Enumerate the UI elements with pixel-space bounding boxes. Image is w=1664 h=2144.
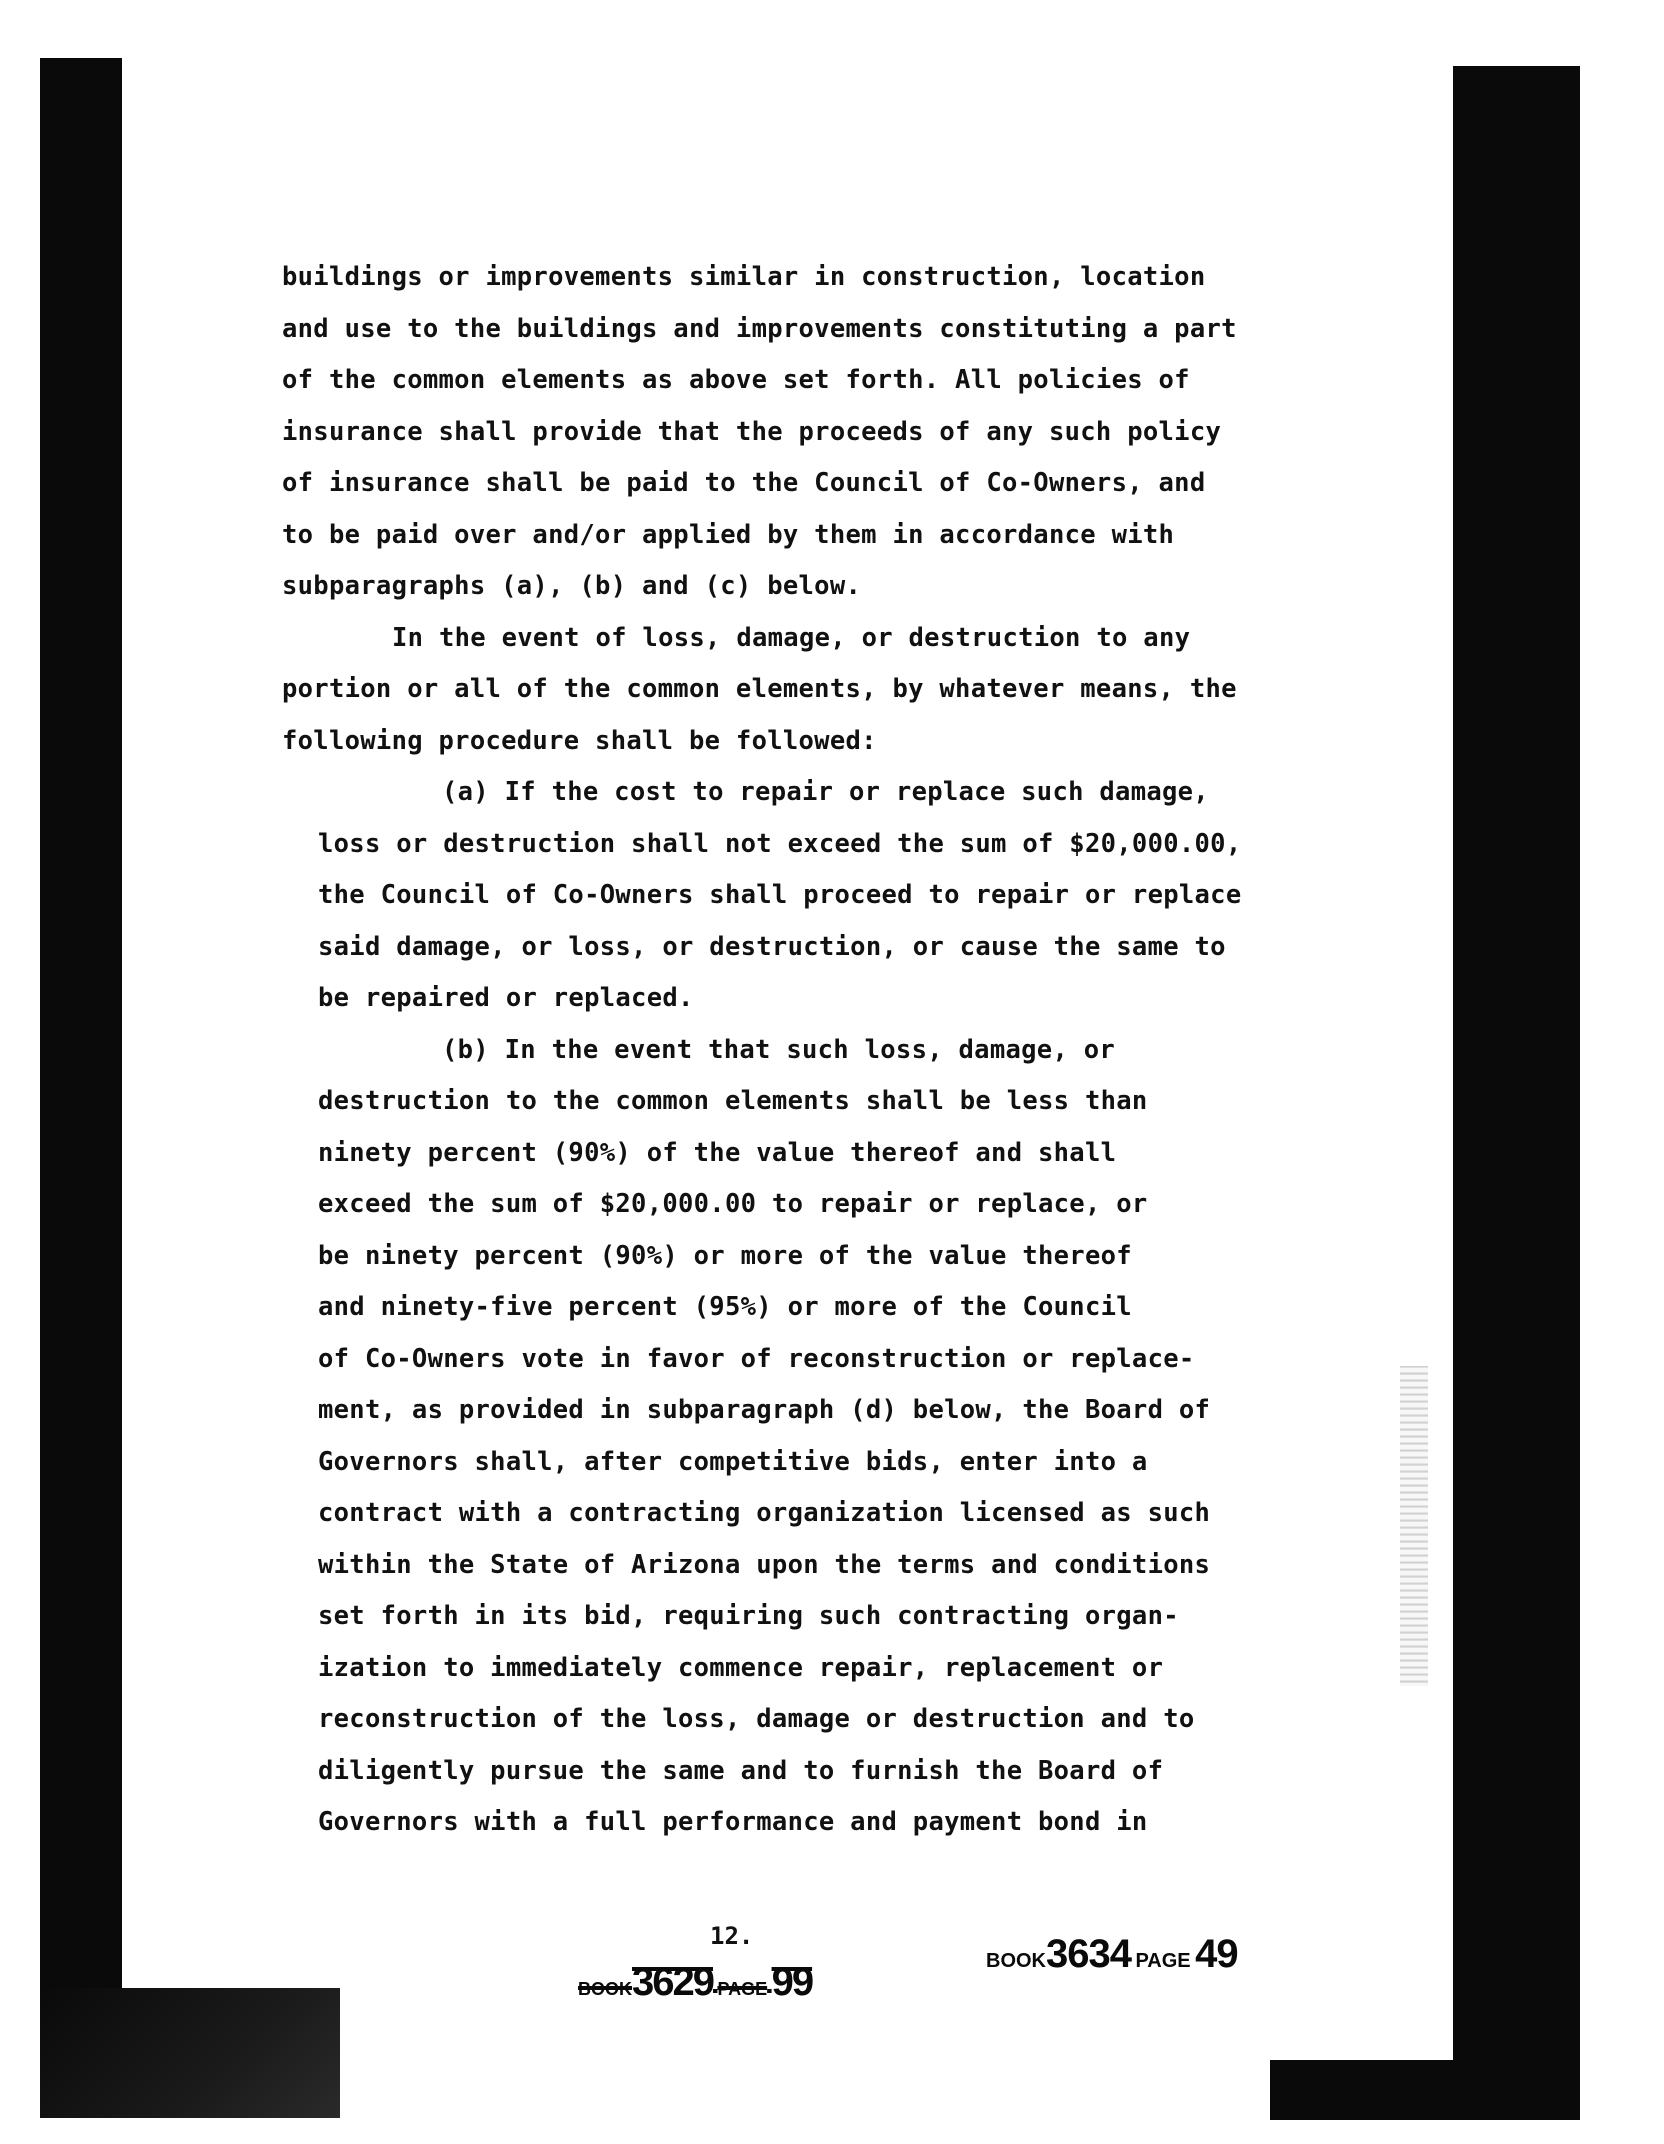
scan-speckle [1400, 1366, 1428, 1686]
paragraph [282, 1025, 1262, 1849]
text-line: be ninety percent (90%) or more of the value thereof [318, 1240, 1132, 1271]
text-line: subparagraphs (a), (b) and (c) below. [282, 571, 862, 601]
paragraph [282, 613, 1262, 768]
struck-book-page-stamp [578, 1960, 812, 2005]
text-line: to be paid over and/or applied by them in accordance with [282, 519, 1175, 550]
text-line: In the event of loss, damage, or destruction to any [392, 622, 1191, 653]
text-line: exceed the sum of $20,000.00 to repair or replace, or [318, 1189, 1148, 1219]
text-line: ment, as provided in subparagraph (d) below, the Board of [318, 1395, 1211, 1425]
text-line: and use to the buildings and improvements constituting a part [282, 313, 1237, 344]
text-line: Governors with a full performance and payment bond in [318, 1807, 1148, 1837]
text-line: ninety percent (90%) of the value thereof and shall [318, 1137, 1117, 1168]
scan-border-bottom-left [40, 1988, 340, 2118]
text-line: said damage, or loss, or destruction, or cause the same to [318, 931, 1226, 962]
text-line: (a) If the cost to repair or replace such damage, [442, 777, 1209, 807]
paragraph [282, 252, 1262, 613]
text-line: within the State of Arizona upon the terms and conditions [318, 1549, 1211, 1580]
old-book-number: 3629 [632, 1960, 713, 2004]
text-line: be repaired or replaced. [318, 983, 694, 1013]
scan-border-bottom-right [1270, 2060, 1580, 2120]
text-line: Governors shall, after competitive bids, enter into a [318, 1446, 1148, 1477]
text-line: of insurance shall be paid to the Council of Co-Owners, and [282, 468, 1206, 498]
text-line: of the common elements as above set forth. All policies of [282, 365, 1190, 395]
page-label: PAGE [1135, 1950, 1191, 1972]
scan-border-right [1453, 66, 1580, 1366]
book-label: BOOK [986, 1950, 1046, 1972]
text-line: set forth in its bid, requiring such contracting organ- [318, 1601, 1179, 1631]
text-line: following procedure shall be followed: [282, 725, 877, 756]
text-line: buildings or improvements similar in construction, location [282, 262, 1206, 292]
page-number-stamp: 49 [1195, 1932, 1238, 1976]
book-number: 3634 [1046, 1932, 1131, 1976]
text-line: portion or all of the common elements, by whatever means, the [282, 674, 1237, 704]
scan-border-left [40, 58, 122, 1988]
text-line: reconstruction of the loss, damage or destruction and to [318, 1704, 1195, 1734]
text-line: contract with a contracting organization licensed as such [318, 1498, 1211, 1528]
text-line: loss or destruction shall not exceed the sum of $20,000.00, [318, 828, 1242, 859]
text-line: and ninety-five percent (95%) or more of the Council [318, 1292, 1132, 1322]
text-line: (b) In the event that such loss, damage, or [442, 1034, 1116, 1065]
text-line: of Co-Owners vote in favor of reconstruction or replace- [318, 1343, 1195, 1374]
text-line: destruction to the common elements shall be less than [318, 1086, 1148, 1116]
text-line: insurance shall provide that the proceeds of any such policy [282, 416, 1222, 447]
old-page-label: PAGE [717, 1979, 768, 1999]
old-page-number: 99 [771, 1960, 813, 2004]
text-line: diligently pursue the same and to furnish the Board of [318, 1755, 1164, 1786]
paragraph [282, 767, 1262, 1025]
page-number: 12. [710, 1922, 754, 1950]
text-line: ization to immediately commence repair, replacement or [318, 1652, 1164, 1683]
text-line: the Council of Co-Owners shall proceed to repair or replace [318, 880, 1242, 910]
scan-border-right-lower [1453, 1366, 1580, 2066]
old-book-label: BOOK [578, 1979, 632, 1999]
book-page-stamp [986, 1932, 1238, 1977]
document-body [282, 252, 1262, 1849]
